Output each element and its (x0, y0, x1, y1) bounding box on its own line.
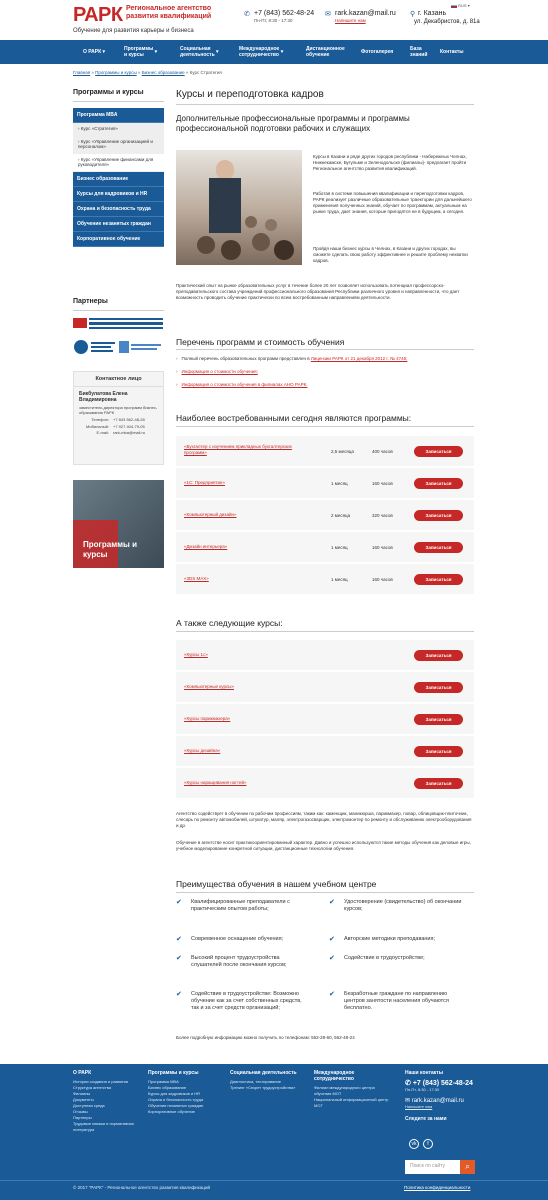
advantage-item: Авторские методики преподавания; (344, 936, 436, 942)
cost-branches-link[interactable]: Информация о стоимости обучения в филиалах АНО РАРК. (181, 382, 308, 387)
lecture-photo-image (176, 150, 302, 265)
logo[interactable]: РАРК (73, 4, 123, 26)
table-row (176, 672, 474, 703)
signup-button[interactable]: Записаться (414, 650, 463, 661)
advantage-item: Безработные граждане по направлению центров занятости населения обучаются бесплатно. (344, 991, 449, 1011)
table-row (176, 564, 474, 595)
arrow-icon: › (176, 382, 178, 387)
flag-icon (451, 4, 457, 8)
header-hours: Пн-Пт, 8:30 - 17:30 (254, 18, 293, 23)
course-duration: 1 месяц (331, 481, 348, 486)
signup-button[interactable]: Записаться (414, 542, 463, 553)
advantages-title: Преимущества обучения в нашем учебном центре (176, 879, 377, 889)
nav-contacts[interactable]: Контакты (440, 49, 464, 55)
signup-button[interactable]: Записаться (414, 510, 463, 521)
check-icon: ✔ (329, 955, 335, 962)
course-link[interactable]: «Компьютерный дизайн» (184, 512, 237, 517)
course-link[interactable]: «Дизайн интерьера» (184, 544, 228, 549)
breadcrumb-programs[interactable]: Программы и курсы (95, 70, 137, 75)
contact-mobile-row: Мобильный: +7 927 404-79-05 (86, 423, 145, 429)
check-icon: ✔ (329, 991, 335, 998)
check-icon: ✔ (329, 936, 335, 943)
sidebar-item-mba[interactable]: Программа MBA (73, 108, 164, 123)
signup-button[interactable]: Записаться (414, 746, 463, 757)
footer-col-programs: Программы и курсы Программа MBA Бизнес образование Курсы для кадровиков и HR Охрана и безопасность труда Обучение незанятых граждан Корпоративное обучение (148, 1070, 204, 1114)
page-subtitle: Дополнительные профессиональные программы и программы профессиональной подготовки рабочих и служащих (176, 114, 410, 133)
popular-title: Наиболее востребованными сегодня являются программы: (176, 413, 412, 423)
advantage-item: Содействие в трудоустройстве: Возможно обучение как за счет собственных средств, так и за счет средств организаций; (191, 991, 302, 1011)
signup-button[interactable]: Записаться (414, 714, 463, 725)
footer-col-international: Международное сотрудничество Филиал международного центра обучения МОТ Национальный информационный центр МОТ (314, 1070, 389, 1108)
divider (176, 104, 474, 105)
sidebar-subitem-management[interactable]: › Курс «Управление организацией и персоналом» (73, 136, 164, 154)
lecture-photo (176, 150, 302, 265)
table-row (176, 468, 474, 499)
course-link[interactable]: «Курсы 1с» (184, 652, 208, 657)
course-duration: 2 месяца (331, 513, 351, 518)
course-link[interactable]: «1С: Предприятие» (184, 480, 225, 485)
contact-person-card (73, 371, 164, 465)
signup-button[interactable]: Записаться (414, 778, 463, 789)
course-hours: 160 часов (372, 481, 393, 486)
table-row (176, 436, 474, 467)
sidebar-item-unemployed[interactable]: Обучение незанятых граждан (73, 217, 164, 232)
divider (176, 426, 474, 427)
advantage-item: Квалифицированные преподаватели с практическим опытом работы; (191, 899, 290, 912)
sidebar-item-safety[interactable]: Охрана и безопасность труда (73, 202, 164, 217)
partners-title: Партнеры (73, 298, 108, 305)
sidebar-subitem-strategy[interactable]: › Курс «Стратегия» (73, 123, 164, 136)
nav-gallery[interactable]: Фотогалерея (361, 49, 394, 55)
course-hours: 400 часов (372, 449, 393, 454)
breadcrumb-business[interactable]: Бизнес образование (141, 70, 185, 75)
footer-email[interactable]: ✉ rark.kazan@mail.ru (405, 1098, 464, 1104)
advantage-item: Содействие в трудоустройстве; (344, 955, 425, 961)
arrow-icon: › (176, 356, 178, 361)
list-title: Перечень программ и стоимость обучения (176, 337, 345, 347)
search-icon[interactable]: ⌕ (460, 1160, 475, 1174)
check-icon: ✔ (176, 936, 182, 943)
agency-paragraph-1: Агентство содействует в обучении по рабочим профессиям, таким как: каменщик, маникюрша, парикмахер, повар, облицовщик-плиточник, слесарь по ремонту автомобилей, штукатур, маляр, электрогазосварщик, электромонтер по ремонту и обслуживанию электрооборудования и др. (176, 811, 472, 828)
footer-contacts: Наши контакты ✆ +7 (843) 562-48-24 Пн-Пт, 8:30 - 17:30 ✉ rark.kazan@mail.ru Напишите нам Следите за нами (405, 1070, 480, 1125)
footer-phone[interactable]: ✆ +7 (843) 562-48-24 (405, 1080, 473, 1087)
cost-info-link[interactable]: Информация о стоимости обучения; (181, 369, 258, 374)
header (0, 0, 548, 40)
agency-paragraph-2: Обучение в агентстве носит практикоориентированный характер. Давно и успешно используются такие методы обучения как деловые игры, учебное моделирование конкретной ситуации, дистанционные технологии обучения. (176, 840, 471, 851)
course-link[interactable]: «3DS MAX» (184, 576, 209, 581)
practice-paragraph: Практический опыт на рынке образовательных услуг в течение более 20 лет позволяет использовать потенциал профессорско-преподавательского состава учреждений профессионального образования Республики различного уровня и направленности, что дает возможность проводить обучение практически по всем востребованным направлениям деятельности. (176, 283, 460, 300)
check-icon: ✔ (329, 899, 335, 906)
sidebar-title: Программы и курсы (73, 89, 144, 96)
footer-write-link[interactable]: Напишите нам (405, 1104, 433, 1109)
nav-programs[interactable]: Программы и курсы ▾ (124, 46, 158, 58)
license-link[interactable]: Лицензии РАРК от 21 декабря 2012 г. № 4746; (310, 356, 408, 361)
header-city: г. Казань (418, 10, 447, 17)
check-icon: ✔ (176, 991, 182, 998)
list-item (176, 382, 307, 387)
copyright: © 2017 "РАРК" - Региональное агентство развития квалификаций (73, 1185, 210, 1190)
partner-logo-nok[interactable] (73, 315, 164, 331)
course-link[interactable]: «Курсы парикмахера» (184, 716, 231, 721)
main-nav (0, 40, 548, 64)
follow-title: Следите за нами (405, 1116, 447, 1122)
header-phone[interactable]: +7 (843) 562-48-24 (254, 10, 315, 17)
divider (0, 1180, 548, 1181)
language-selector[interactable]: RUS ▾ (451, 3, 470, 8)
list-item (176, 369, 258, 374)
header-address: ул. Декабристов, д. 81а (414, 19, 480, 25)
contact-name: Бикбулатова Елена Владимировна (79, 391, 128, 403)
divider (176, 892, 474, 893)
course-link[interactable]: «Компьютерные курсы» (184, 684, 234, 689)
contact-title: Контактное лицо (74, 372, 163, 387)
breadcrumb-current: Курс Стратегия (189, 70, 222, 75)
check-icon: ✔ (176, 899, 182, 906)
nav-about[interactable]: О РАРК ▾ (83, 49, 106, 55)
search-input[interactable]: Поиск по сайту (405, 1160, 475, 1174)
banner-text: Программы и курсы (83, 540, 137, 559)
more-info: Более подробную информацию можно получить по телефонам: 562-28-60, 562-48-24 (176, 1035, 355, 1040)
sidebar-item-business[interactable]: Бизнес образование (73, 172, 164, 187)
table-row (176, 532, 474, 563)
contact-phone-row: Телефон: +7 843 562-48-28 (91, 417, 145, 422)
signup-button[interactable]: Записаться (414, 446, 463, 457)
course-duration: 1 месяц (331, 545, 348, 550)
advantage-item: Удостоверение (свидетельство) об окончании курсов; (344, 899, 462, 912)
partner-logo-ilo-image (73, 338, 164, 356)
intro-paragraph-3: Пройдя наши бизнес курсы в Челнах, в Казани и других городах, вы сможете сделать свою работу эффективнее и решите проблему нехватки кадров. (313, 246, 468, 263)
advantage-item: Современное оснащение обучения; (191, 936, 284, 942)
sidebar-menu (73, 108, 164, 247)
table-row (176, 704, 474, 735)
contact-position: заместитель директора программ бизнес-образования РАРК (79, 405, 158, 415)
phone-icon: ✆ (244, 11, 250, 18)
nav-distance[interactable]: Дистанционное обучение (306, 46, 345, 58)
nav-knowledge[interactable]: База знаний (410, 46, 428, 58)
partner-logo-nok-image (73, 315, 164, 331)
header-email[interactable]: rark.kazan@mail.ru (335, 10, 396, 17)
also-title: А также следующие курсы: (176, 618, 283, 628)
slogan: Обучение для развития карьеры и бизнеса (73, 28, 194, 34)
map-pin-icon: ⚲ (410, 11, 416, 18)
course-hours: 160 часов (372, 545, 393, 550)
table-row (176, 768, 474, 799)
table-row (176, 640, 474, 671)
intro-paragraph-1: Курсы в Казани и ряде других городов республики - Набережных Челнах, Нижнекамске, Бугульме и Зеленодольске (филиалы)- предлагает пройти Региональное агентство развития квалификаций. (313, 154, 467, 171)
intro-paragraph-2: Работая в системе повышения квалификации и переподготовки кадров, РАРК реализует различные образовательные траектории для дальнейшего применения полученных знаний, обучает по программам, актуальным на рынке труда, дает знания, которые пригодятся не в будущем, а сегодня. (313, 191, 472, 214)
nav-social[interactable]: Социальная деятельность ▾ (180, 46, 219, 58)
course-link[interactable]: «Бухгалтер с изучением прикладных бухгалтерских программ» (184, 444, 292, 455)
breadcrumb: Главная » Программы и курсы » Бизнес образование » Курс Стратегия (73, 70, 222, 75)
table-row (176, 500, 474, 531)
signup-button[interactable]: Записаться (414, 478, 463, 489)
facebook-icon[interactable]: f (423, 1139, 433, 1149)
course-hours: 320 часов (372, 513, 393, 518)
course-duration: 2,5 месяца (331, 449, 354, 454)
contact-email-row: E-mail: rark-mba@mail.ru (96, 430, 146, 435)
course-duration: 1 месяц (331, 577, 348, 582)
footer-col-social: Социальная деятельность Диагностика, тестирование Тренинг «Секрет трудоустройства» (230, 1070, 297, 1090)
write-us-link[interactable]: Напишите нам (335, 18, 366, 23)
divider (176, 349, 474, 350)
nav-international[interactable]: Международное сотрудничество ▾ (239, 46, 284, 58)
signup-button[interactable]: Записаться (414, 574, 463, 585)
logo-text: Региональное агентство развития квалификаций (126, 5, 212, 20)
advantage-item: Высокий процент трудоустройства слушателей после окончания курсов; (191, 955, 287, 968)
course-link[interactable]: «Курсы дизайна» (184, 748, 221, 753)
sidebar-item-hr[interactable]: Курсы для кадровиков и HR (73, 187, 164, 202)
arrow-icon: › (176, 369, 178, 374)
partner-logo-ilo[interactable] (73, 338, 164, 356)
course-link[interactable]: «Курсы наращивания ногтей» (184, 780, 247, 785)
privacy-policy-link[interactable]: Политика конфиденциальности (404, 1185, 471, 1190)
list-item: › Полный перечень образовательных программ представлен в Лицензии РАРК от 21 декабря 2012 г. № 4746; (176, 356, 408, 361)
page-title: Курсы и переподготовка кадров (176, 89, 324, 100)
programs-banner[interactable] (73, 480, 164, 568)
divider (176, 631, 474, 632)
sidebar-subitem-finance[interactable]: › Курс «Управление финансами для руководителя» (73, 154, 164, 172)
divider (73, 101, 164, 102)
footer-col-about: О РАРК История создания и развития Структура агентства Филиалы Документы Доступная среда Отзывы Партнеры Трудовые книжки и нормативная литература (73, 1070, 134, 1132)
divider (73, 310, 164, 311)
breadcrumb-home[interactable]: Главная (73, 70, 91, 75)
footer-hours: Пн-Пт, 8:30 - 17:30 (405, 1087, 440, 1092)
table-row (176, 736, 474, 767)
course-hours: 160 часов (372, 577, 393, 582)
signup-button[interactable]: Записаться (414, 682, 463, 693)
mail-icon: ✉ (325, 11, 331, 18)
sidebar-item-corporate[interactable]: Корпоративное обучение (73, 232, 164, 247)
check-icon: ✔ (176, 955, 182, 962)
vk-icon[interactable]: vk (409, 1139, 419, 1149)
